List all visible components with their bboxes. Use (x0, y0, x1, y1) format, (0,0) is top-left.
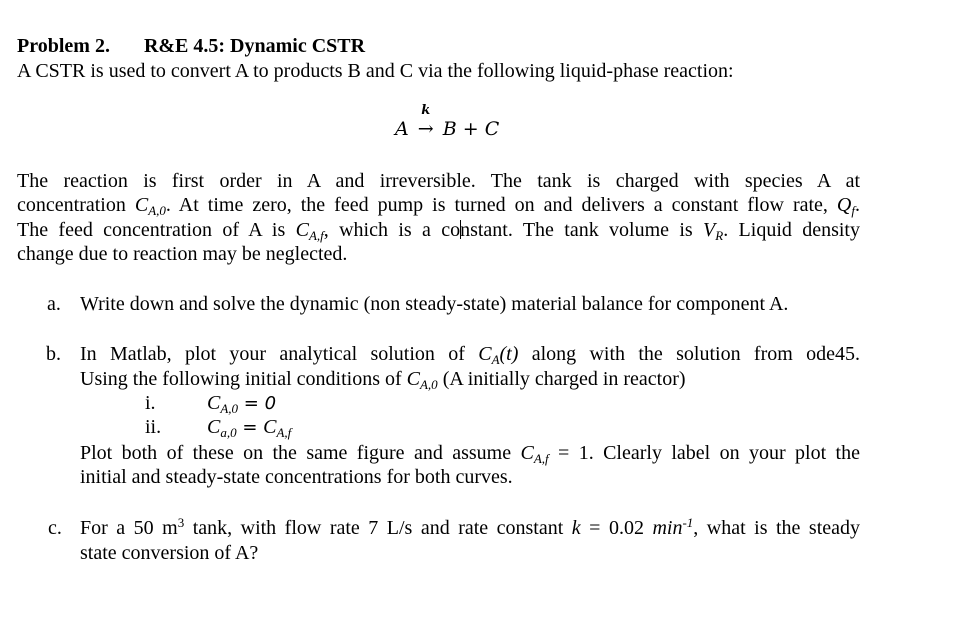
condition-ii: ii. $C_{a,0} = C_{A,f}$ (145, 416, 292, 440)
item-a-text: Write down and solve the dynamic (non steady-state) material balance for component A. (80, 293, 789, 315)
problem-label: Problem 2. (17, 35, 110, 57)
item-b-line-2: Using the following initial conditions of $C_{A,0}$ (A initially charged in reactor) (80, 368, 686, 392)
paragraph-line-1: The reaction is first order in A and irreversible. The tank is charged with species A at (17, 170, 860, 192)
reaction-products: B + C (442, 118, 500, 140)
item-b-line-3: Plot both of these on the same figure and assume $C_{A,f} = 1$. Clearly label on your plot the (80, 442, 860, 466)
paragraph-line-4: change due to reaction may be neglected. (17, 243, 348, 265)
rate-constant-symbol: k (421, 103, 431, 118)
paragraph-line-3: The feed concentration of A is $C_{A,f}$, which is a constant. The tank volume is $V_R$. Liquid density (17, 219, 860, 243)
intro-text: A CSTR is used to convert A to products B and C via the following liquid-phase reaction: (17, 60, 734, 82)
condition-i-label: i. (145, 392, 156, 414)
condition-i: i. $C_{A,0} = 0$ (145, 392, 277, 416)
paragraph-line-2: concentration $C_{A,0}$. At time zero, the feed pump is turned on and delivers a constant flow rate, $Q_f$. (17, 194, 860, 218)
reaction-equation (395, 103, 500, 140)
item-c-line-2: state conversion of A? (80, 542, 259, 564)
reaction-reactant: A (395, 118, 409, 140)
reaction-arrow (415, 103, 437, 140)
item-b-label: b. (46, 343, 61, 365)
item-b-line-1: In Matlab, plot your analytical solution of $C_A(t)$ along with the solution from ode45. (80, 343, 860, 367)
item-b-line-4: initial and steady-state concentrations for both curves. (80, 466, 513, 488)
problem-header (17, 34, 365, 58)
condition-ii-label: ii. (145, 416, 162, 438)
arrow-glyph: → (417, 118, 434, 140)
problem-title: R&E 4.5: Dynamic CSTR (143, 35, 366, 57)
item-c-line-1: For a 50 $m^3$ tank, with flow rate 7 L/s and rate constant k = 0.02 $\min^{-1}$, what is the steady (80, 515, 861, 539)
item-c-label: c. (48, 517, 62, 539)
item-a-label: a. (47, 293, 61, 315)
